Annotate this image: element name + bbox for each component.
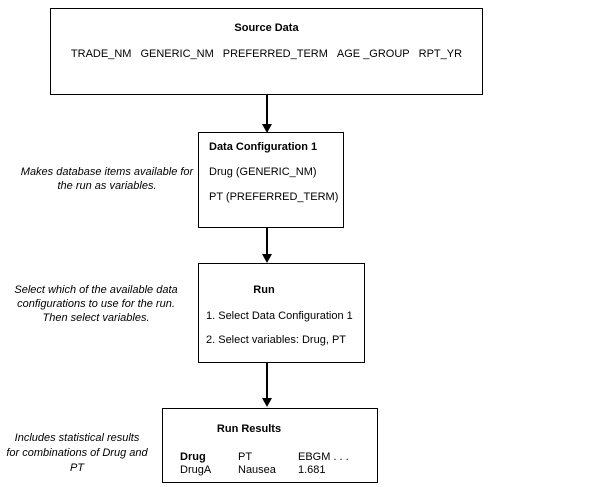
results-cell-drug: DrugA <box>180 464 212 476</box>
note-line: Then select variables. <box>42 312 150 324</box>
config-item-pt: PT (PREFERRED_TERM) <box>209 191 339 203</box>
note-line: Select which of the available data <box>14 284 178 296</box>
results-header-ebgm: EBGM . . . <box>298 451 349 463</box>
run-results-title: Run Results <box>216 423 282 435</box>
note-line: the run as variables. <box>57 180 157 192</box>
flow-arrow-source-to-config <box>262 95 272 133</box>
run-title: Run <box>253 284 275 296</box>
source-data-fields <box>51 48 482 60</box>
note-line: Includes statistical results <box>14 432 140 444</box>
arrow-down-icon <box>262 398 272 407</box>
run-results-note <box>0 431 154 476</box>
data-configuration-box <box>198 132 344 228</box>
arrow-stem <box>266 228 268 254</box>
field-generic-nm: GENERIC_NM <box>140 48 214 60</box>
run-results-table <box>180 451 377 477</box>
run-step-1: 1. Select Data Configuration 1 <box>206 310 353 322</box>
results-header-drug: Drug <box>180 451 206 463</box>
flow-arrow-run-to-results <box>262 363 272 407</box>
source-data-title: Source Data <box>234 22 299 34</box>
results-cell-ebgm: 1.681 <box>298 464 326 476</box>
field-trade-nm: TRADE_NM <box>70 48 132 60</box>
note-line: configurations to use for the run. <box>17 298 175 310</box>
config-item-drug: Drug (GENERIC_NM) <box>209 166 317 178</box>
data-configuration-title: Data Configuration 1 <box>209 141 318 153</box>
run-step-2: 2. Select variables: Drug, PT <box>206 334 347 346</box>
run-note <box>14 283 178 325</box>
run-results-box <box>162 408 378 483</box>
results-header-pt: PT <box>238 451 253 463</box>
source-data-box <box>50 8 483 95</box>
arrow-down-icon <box>262 254 272 263</box>
run-box <box>198 263 365 363</box>
field-preferred-term: PREFERRED_TERM <box>222 48 328 60</box>
flow-arrow-config-to-run <box>262 228 272 263</box>
note-line: Makes database items available for <box>20 166 194 178</box>
results-cell-pt: Nausea <box>238 464 276 476</box>
field-age-group: AGE _GROUP <box>336 48 410 60</box>
arrow-stem <box>266 95 268 124</box>
field-rpt-yr: RPT_YR <box>418 48 463 60</box>
data-configuration-note <box>18 165 196 193</box>
arrow-stem <box>266 363 268 398</box>
note-line: for combinations of Drug and PT <box>6 447 148 474</box>
